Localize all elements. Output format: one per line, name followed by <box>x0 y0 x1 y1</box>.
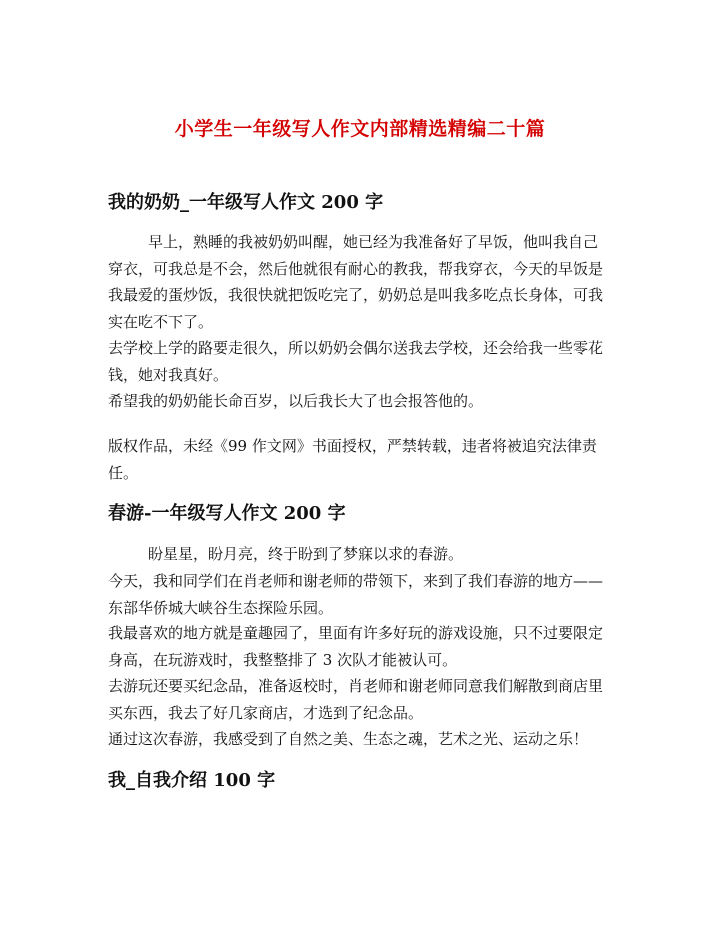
paragraph: 通过这次春游，我感受到了自然之美、生态之魂，艺术之光、运动之乐！ <box>108 730 589 748</box>
paragraph: 去学校上学的路要走很久，所以奶奶会偶尔送我去学校，还会给我一些零花钱，她对我真好。 <box>108 339 604 384</box>
section-heading-grandma: 我的奶奶_一年级写人作文 200 字 <box>108 192 384 213</box>
section-heading-spring-outing: 春游-一年级写人作文 200 字 <box>108 503 346 524</box>
paragraph: 盼星星，盼月亮，终于盼到了梦寐以求的春游。 <box>148 545 464 563</box>
paragraph: 希望我的奶奶能长命百岁，以后我长大了也会报答他的。 <box>108 392 484 410</box>
paragraph: 去游玩还要买纪念品，准备返校时，肖老师和谢老师同意我们解散到商店里买东西，我去了好几家商店，才选到了纪念品。 <box>108 677 604 722</box>
paragraph: 我最喜欢的地方就是童趣园了，里面有许多好玩的游戏设施，只不过要限定身高，在玩游戏时，我整整排了 3 次队才能被认可。 <box>108 624 604 669</box>
paragraph: 今天，我和同学们在肖老师和谢老师的带领下，来到了我们春游的地方——东部华侨城大峡谷生态探险乐园。 <box>108 572 604 617</box>
paragraph: 早上，熟睡的我被奶奶叫醒，她已经为我准备好了早饭，他叫我自己穿衣，可我总是不会，然后他就很有耐心的教我，帮我穿衣，今天的早饭是我最爱的蛋炒饭，我很快就把饭吃完了，奶奶总是叫我多吃点长身体，可我实在吃不下了。 <box>108 233 604 331</box>
document-title: 小学生一年级写人作文内部精选精编二十篇 <box>174 118 546 140</box>
copyright-notice: 版权作品，未经《99 作文网》书面授权，严禁转载，违者将被追究法律责任。 <box>108 437 597 482</box>
section-heading-self-intro: 我_自我介绍 100 字 <box>108 770 276 791</box>
